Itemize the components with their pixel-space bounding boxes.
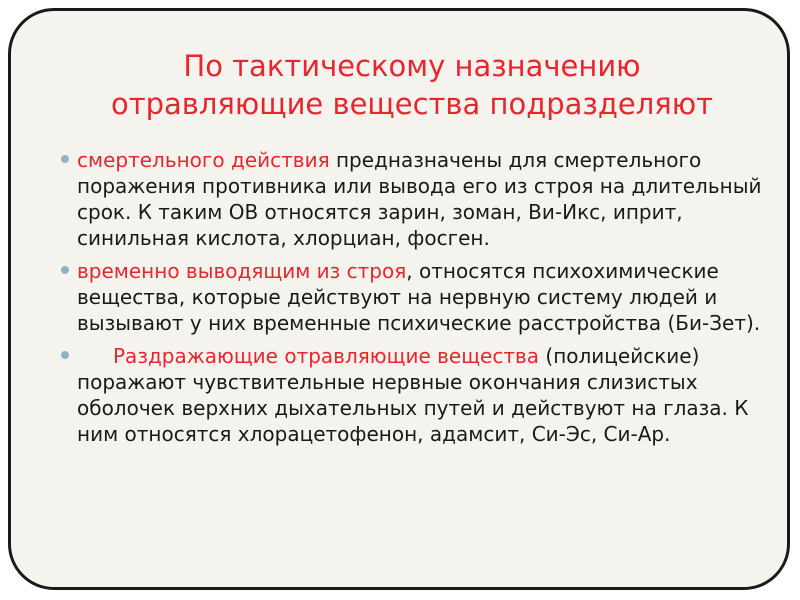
bullet-item-lethal: [59, 147, 779, 251]
bullet-item-incapacitating: [59, 258, 779, 336]
bullet-dot-icon: [61, 266, 69, 274]
slide-card: [8, 8, 790, 590]
bullet-item-irritant: [59, 343, 779, 447]
slide-title-line-1: По тактическому назначению: [183, 49, 641, 83]
slide-title: [51, 47, 773, 123]
bullet-dot-icon: [61, 351, 69, 359]
bullet-term: смертельного действия: [77, 148, 330, 172]
bullet-term: Раздражающие отравляющие вещества: [113, 344, 540, 368]
bullet-dot-icon: [61, 155, 69, 163]
bullet-text: , относятся психохимические вещества, которые действуют на нервную систему людей и вызывают у них временные психические расстройства (Би-Зет).: [77, 259, 761, 335]
slide-title-line-2: отравляющие вещества подразделяют: [110, 87, 714, 121]
bullet-list: [59, 147, 779, 454]
bullet-term: временно выводящим из строя: [77, 259, 407, 283]
bullet-text: (полицейские) поражают чувствительные нервные окончания слизистых оболочек верхних дыхательных путей и действуют на глаза. К ним относятся хлорацетофенон, адамсит, Си-Эс, Си-Ар.: [77, 344, 749, 446]
bullet-text: предназначены для смертельного поражения противника или вывода его из строя на длительный срок. К таким ОВ относятся зарин, зоман, Ви-Икс, иприт, синильная кислота, хлорциан, фосген.: [77, 148, 762, 250]
